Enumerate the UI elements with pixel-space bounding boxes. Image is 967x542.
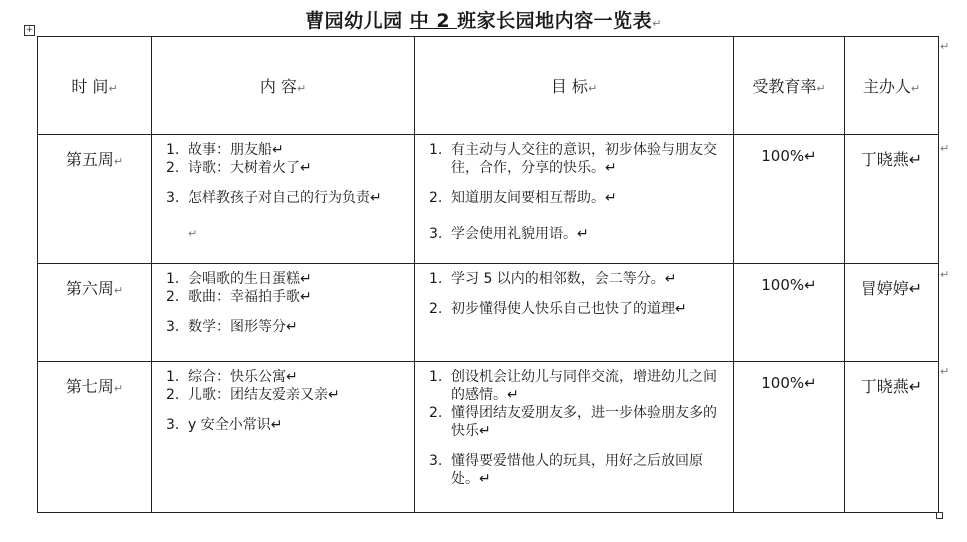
organizer-cell: 冒婷婷↵ (845, 264, 939, 362)
resize-handle-icon[interactable] (936, 512, 943, 519)
content-cell: 1. 综合：快乐公寓↵ 2. 儿歌：团结友爱亲又亲↵ 3. y 安全小常识↵ (152, 362, 415, 513)
table-row (38, 135, 939, 264)
table-row (38, 264, 939, 362)
header-content: 内 容↵ (152, 37, 415, 135)
organizer-cell: 丁晓燕↵ (845, 362, 939, 513)
header-time: 时 间↵ (38, 37, 152, 135)
goal-cell: 1. 学习 5 以内的相邻数，会二等分。↵ 2. 初步懂得使人快乐自己也快了的道理↵ (415, 264, 734, 362)
week-cell: 第五周↵ (38, 135, 152, 264)
content-cell: 1. 故事：朋友船↵ 2. 诗歌：大树着火了↵ 3. 怎样教孩子对自己的行为负责↵ ↵ (152, 135, 415, 264)
content-cell: 1. 会唱歌的生日蛋糕↵ 2. 歌曲：幸福拍手歌↵ 3. 数学：图形等分↵ (152, 264, 415, 362)
row-end-mark: ↵ (940, 142, 950, 155)
rate-cell: 100%↵ (734, 135, 845, 264)
row-end-mark: ↵ (940, 40, 950, 53)
week-cell: 第七周↵ (38, 362, 152, 513)
header-organizer: 主办人↵ (845, 37, 939, 135)
page-title: 曹园幼儿园 中 2 班家长园地内容一览表↵ (305, 10, 662, 32)
goal-cell: 1. 有主动与人交往的意识，初步体验与朋友交往，合作，分享的快乐。↵ 2. 知道朋友间要相互帮助。↵ 3. 学会使用礼貌用语。↵ (415, 135, 734, 264)
rate-cell: 100%↵ (734, 362, 845, 513)
rate-cell: 100%↵ (734, 264, 845, 362)
schedule-table (37, 36, 939, 513)
goal-cell: 1. 创设机会让幼儿与同伴交流，增进幼儿之间的感情。↵ 2. 懂得团结友爱朋友多，进一步体验朋友多的快乐↵ 3. 懂得要爱惜他人的玩具，用好之后放回原处。↵ (415, 362, 734, 513)
header-row (38, 37, 939, 135)
table-row (38, 362, 939, 513)
header-goal: 目 标↵ (415, 37, 734, 135)
week-cell: 第六周↵ (38, 264, 152, 362)
row-end-mark: ↵ (940, 365, 950, 378)
header-rate: 受教育率↵ (734, 37, 845, 135)
row-end-mark: ↵ (940, 268, 950, 281)
move-handle-icon[interactable]: + (25, 25, 34, 35)
organizer-cell: 丁晓燕↵ (845, 135, 939, 264)
